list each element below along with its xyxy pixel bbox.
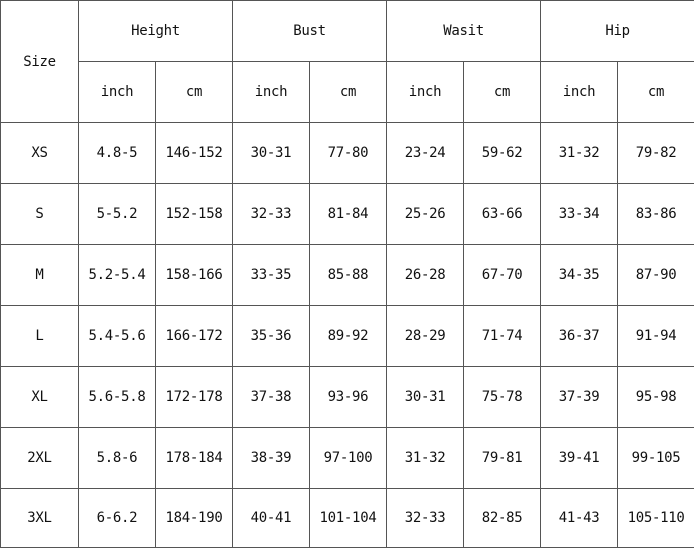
table-cell: 33-34 (541, 184, 618, 245)
table-cell: 105-110 (618, 489, 694, 548)
table-cell: 4.8-5 (79, 123, 156, 184)
table-cell: 152-158 (156, 184, 233, 245)
table-cell: 32-33 (387, 489, 464, 548)
unit-header: cm (156, 62, 233, 123)
table-cell: 5.8-6 (79, 428, 156, 489)
table-cell: 41-43 (541, 489, 618, 548)
table-cell: 63-66 (464, 184, 541, 245)
table-row (1, 428, 694, 489)
table-cell: 30-31 (387, 367, 464, 428)
table-cell: 35-36 (233, 306, 310, 367)
table-cell: 75-78 (464, 367, 541, 428)
table-cell: 77-80 (310, 123, 387, 184)
table-cell: 23-24 (387, 123, 464, 184)
table-cell: 158-166 (156, 245, 233, 306)
table-cell: 59-62 (464, 123, 541, 184)
table-cell: 39-41 (541, 428, 618, 489)
table-cell: 85-88 (310, 245, 387, 306)
table-cell: 33-35 (233, 245, 310, 306)
table-cell: 34-35 (541, 245, 618, 306)
unit-header: cm (464, 62, 541, 123)
table-cell: 101-104 (310, 489, 387, 548)
size-header: Size (1, 1, 79, 123)
unit-header-row (1, 62, 694, 123)
group-header-hip: Hip (541, 1, 694, 62)
table-cell: 79-82 (618, 123, 694, 184)
table-row (1, 184, 694, 245)
unit-header: cm (310, 62, 387, 123)
table-cell: 5.4-5.6 (79, 306, 156, 367)
table-cell: 36-37 (541, 306, 618, 367)
table-cell: 5.2-5.4 (79, 245, 156, 306)
table-cell: 26-28 (387, 245, 464, 306)
table-cell: 31-32 (541, 123, 618, 184)
table-cell: 38-39 (233, 428, 310, 489)
table-row (1, 123, 694, 184)
group-header-waist: Wasit (387, 1, 541, 62)
table-cell: 25-26 (387, 184, 464, 245)
table-cell: 71-74 (464, 306, 541, 367)
table-cell: 93-96 (310, 367, 387, 428)
table-cell: 89-92 (310, 306, 387, 367)
table-cell: 83-86 (618, 184, 694, 245)
table-cell: 28-29 (387, 306, 464, 367)
size-label: M (1, 245, 79, 306)
group-header-row (1, 1, 694, 62)
table-row (1, 245, 694, 306)
table-cell: 79-81 (464, 428, 541, 489)
table-cell: 32-33 (233, 184, 310, 245)
table-cell: 81-84 (310, 184, 387, 245)
table-cell: 97-100 (310, 428, 387, 489)
table-row (1, 489, 694, 548)
unit-header: inch (79, 62, 156, 123)
size-label: XS (1, 123, 79, 184)
table-cell: 178-184 (156, 428, 233, 489)
table-cell: 95-98 (618, 367, 694, 428)
table-cell: 40-41 (233, 489, 310, 548)
group-header-bust: Bust (233, 1, 387, 62)
unit-header: inch (541, 62, 618, 123)
table-cell: 5.6-5.8 (79, 367, 156, 428)
table-cell: 37-39 (541, 367, 618, 428)
table-cell: 166-172 (156, 306, 233, 367)
size-label: L (1, 306, 79, 367)
table-cell: 91-94 (618, 306, 694, 367)
table-cell: 37-38 (233, 367, 310, 428)
group-header-height: Height (79, 1, 233, 62)
size-label: S (1, 184, 79, 245)
table-cell: 6-6.2 (79, 489, 156, 548)
table-cell: 5-5.2 (79, 184, 156, 245)
size-label: 2XL (1, 428, 79, 489)
table-row (1, 367, 694, 428)
table-cell: 146-152 (156, 123, 233, 184)
size-label: XL (1, 367, 79, 428)
unit-header: inch (387, 62, 464, 123)
table-cell: 31-32 (387, 428, 464, 489)
unit-header: cm (618, 62, 694, 123)
table-cell: 67-70 (464, 245, 541, 306)
table-cell: 99-105 (618, 428, 694, 489)
table-cell: 172-178 (156, 367, 233, 428)
size-chart-body (1, 1, 694, 548)
table-cell: 184-190 (156, 489, 233, 548)
table-cell: 82-85 (464, 489, 541, 548)
table-cell: 87-90 (618, 245, 694, 306)
size-label: 3XL (1, 489, 79, 548)
unit-header: inch (233, 62, 310, 123)
table-row (1, 306, 694, 367)
table-cell: 30-31 (233, 123, 310, 184)
